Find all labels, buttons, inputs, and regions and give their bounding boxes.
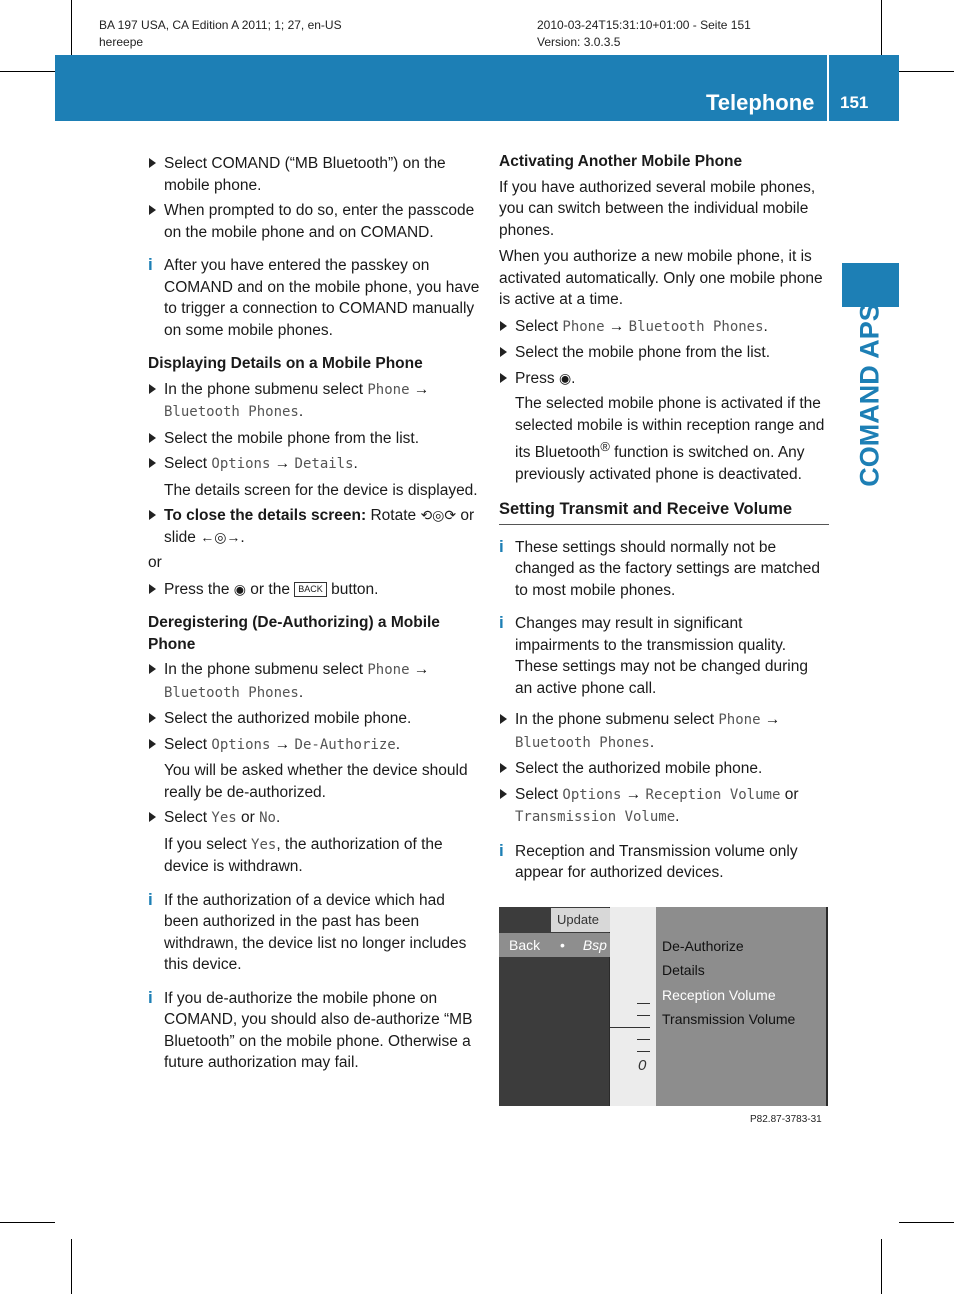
- arrow-glyph: →: [625, 785, 642, 803]
- step-item: [148, 153, 482, 196]
- registered-mark: ®: [600, 439, 610, 454]
- screen-bsp-label: Bsp: [582, 937, 607, 953]
- step-text: button.: [326, 580, 379, 598]
- step-text: Select the authorized mobile phone.: [515, 760, 763, 778]
- crop-mark: [0, 1222, 55, 1223]
- step-text: In the phone submenu select: [164, 380, 368, 398]
- arrow-glyph: →: [413, 380, 430, 398]
- menu-path: Bluetooth Phones: [515, 734, 650, 751]
- punct: .: [298, 683, 304, 701]
- info-icon: i: [499, 536, 504, 556]
- slide-controller-icon: ←◎→: [200, 528, 241, 545]
- menu-path: Yes: [211, 810, 237, 826]
- info-icon: i: [499, 840, 504, 860]
- paragraph: When you authorize a new mobile phone, it is activated automatically. Only one mobile phone is active at a time.: [499, 248, 823, 308]
- info-note: [499, 613, 829, 699]
- scale-tick: [637, 1015, 650, 1016]
- side-tab: [842, 263, 899, 307]
- info-note: [148, 988, 482, 1074]
- note-text: These settings should normally not be changed as the factory settings are matched to most mobile phones.: [515, 538, 821, 599]
- screen-volume-scale: [610, 907, 656, 1106]
- menu-path: De-Authorize: [294, 736, 396, 753]
- step-result: You will be asked whether the device should really be de-authorized.: [164, 762, 468, 801]
- step-item: [148, 379, 482, 424]
- step-text: In the phone submenu select: [164, 661, 368, 678]
- punct: .: [763, 317, 768, 335]
- menu-path: Bluetooth Phones: [164, 684, 299, 701]
- step-item: [499, 316, 829, 339]
- punct: .: [571, 369, 576, 387]
- step-item: [499, 368, 829, 390]
- step-item: [148, 734, 482, 757]
- rotate-controller-icon: ⟲◎⟳: [420, 507, 457, 523]
- step-text: Select: [515, 317, 563, 335]
- step-text: Select the mobile phone from the list.: [515, 344, 771, 361]
- print-meta-right: [537, 17, 751, 51]
- note-text: After you have entered the passkey on COMAND and on the mobile phone, you have to trigger a connection to COMAND manually on some mobile phones.: [164, 257, 480, 339]
- press-controller-icon: ◉: [233, 580, 246, 597]
- info-note: [499, 537, 829, 602]
- note-text: If you de-authorize the mobile phone on COMAND, you should also de-authorize “MB Bluetooth” on the mobile phone. Otherwise a future authorization may fail.: [164, 989, 473, 1071]
- step-text: function is switched on. Any previously activated phone is deactivated.: [515, 444, 805, 483]
- subheading: Displaying Details on a Mobile Phone: [148, 355, 423, 372]
- step-item: [148, 807, 482, 830]
- step-item: [148, 505, 482, 548]
- menu-item-details[interactable]: Details: [662, 962, 705, 978]
- crop-mark: [899, 1222, 954, 1223]
- step-text: Select: [515, 785, 563, 803]
- step-item: [499, 758, 829, 780]
- step-text: or the: [246, 580, 295, 598]
- menu-item-reception-volume[interactable]: Reception Volume: [662, 987, 776, 1003]
- note-text: Changes may result in significant impairments to the transmission quality. These settings may not be changed during an active phone call.: [515, 615, 808, 697]
- section-heading: Setting Transmit and Receive Volume: [499, 499, 829, 525]
- menu-path: Options: [562, 786, 622, 803]
- meta-line: BA 197 USA, CA Edition A 2011; 1; 27, en-US: [99, 18, 342, 32]
- meta-line: Version: 3.0.3.5: [537, 35, 621, 49]
- screen-back-label: Back: [509, 937, 541, 953]
- step-item: [148, 200, 482, 243]
- menu-item-transmission-volume[interactable]: Transmission Volume: [662, 1011, 796, 1027]
- step-item: [499, 784, 829, 829]
- header-divider: [827, 55, 829, 121]
- menu-path: Bluetooth Phones: [164, 404, 299, 420]
- or-text: or: [148, 554, 162, 571]
- crop-mark: [71, 0, 72, 55]
- step-text: If you select: [164, 835, 252, 853]
- arrow-glyph: →: [413, 661, 430, 678]
- info-icon: i: [499, 613, 504, 633]
- info-note: [148, 890, 482, 976]
- meta-line: 2010-03-24T15:31:10+01:00 - Seite 151: [537, 18, 751, 32]
- step-text: or slide: [164, 507, 475, 546]
- screen-update-label: Update: [551, 908, 617, 932]
- info-icon: i: [148, 987, 153, 1007]
- info-note: [148, 255, 482, 341]
- arrow-glyph: →: [764, 711, 781, 729]
- arrow-glyph: →: [608, 317, 625, 335]
- step-text: When prompted to do so, enter the passcode on the mobile phone and on COMAND.: [164, 202, 475, 241]
- back-button-icon: BACK: [294, 582, 327, 597]
- info-note: [499, 841, 829, 884]
- step-text: In the phone submenu select: [515, 711, 719, 729]
- step-text: Rotate: [366, 507, 421, 524]
- crop-mark: [881, 0, 882, 55]
- menu-path: Bluetooth Phones: [628, 318, 764, 335]
- step-text: Select the mobile phone from the list.: [164, 429, 420, 447]
- scale-tick: [637, 1039, 650, 1040]
- step-result: [148, 834, 482, 878]
- note-text: Reception and Transmission volume only appear for authorized devices.: [515, 842, 798, 882]
- step-result: [499, 393, 829, 485]
- menu-path: Options: [211, 456, 271, 472]
- figure-caption: P82.87-3783-31: [750, 1114, 822, 1125]
- info-icon: i: [148, 255, 153, 274]
- screen-back-bar: [499, 933, 621, 957]
- paragraph: If you have authorized several mobile phones, you can switch between the individual mobile phones.: [499, 178, 816, 239]
- menu-path: Yes: [251, 836, 277, 853]
- step-item: [148, 579, 482, 601]
- press-controller-icon: ◉: [558, 369, 572, 386]
- info-icon: i: [148, 889, 153, 909]
- page-section-title: Telephone: [706, 90, 815, 115]
- meta-line: hereepe: [99, 35, 144, 49]
- scale-tick: [637, 1003, 650, 1004]
- menu-path: Options: [211, 736, 271, 753]
- step-item: [148, 453, 482, 476]
- subheading: Deregistering (De-Authorizing) a Mobile Phone: [148, 614, 440, 653]
- step-result: The details screen for the device is displayed.: [164, 481, 478, 499]
- step-item: [499, 709, 829, 754]
- subheading: Activating Another Mobile Phone: [499, 153, 743, 170]
- punct: .: [395, 735, 400, 753]
- crop-mark: [71, 1239, 72, 1294]
- punct: .: [675, 808, 680, 826]
- step-text: Press: [515, 369, 559, 387]
- menu-path: Phone: [718, 712, 761, 729]
- step-text: Select: [164, 455, 212, 472]
- step-bold-text: To close the details screen:: [164, 507, 367, 524]
- menu-path: Details: [294, 456, 354, 472]
- scale-tick: [637, 1051, 650, 1052]
- right-column: [499, 151, 829, 894]
- menu-path: Transmission Volume: [515, 809, 676, 826]
- step-item: [148, 428, 482, 450]
- step-item: [499, 342, 829, 364]
- punct: .: [353, 455, 358, 472]
- step-text: Select: [164, 809, 212, 826]
- crop-mark: [899, 71, 954, 72]
- page-number: 151: [840, 93, 869, 112]
- crop-mark: [881, 1239, 882, 1294]
- menu-path: Phone: [367, 381, 410, 398]
- menu-path: Phone: [562, 318, 605, 335]
- screen-options-menu: [656, 907, 826, 1106]
- menu-path: No: [259, 810, 276, 826]
- step-text: Select the authorized mobile phone.: [164, 710, 412, 727]
- arrow-glyph: →: [274, 735, 291, 753]
- menu-path: Phone: [367, 662, 410, 678]
- scale-tick: [610, 1027, 650, 1028]
- punct: .: [649, 733, 655, 751]
- punct: .: [275, 809, 281, 826]
- step-item: [148, 659, 482, 704]
- punct: .: [298, 403, 304, 420]
- crop-mark: [0, 71, 55, 72]
- arrow-glyph: →: [274, 455, 291, 472]
- step-item: [148, 708, 482, 730]
- step-text: The selected mobile phone is activated if the selected mobile is within reception range and its Bluetooth: [515, 395, 825, 462]
- step-text: or: [780, 785, 799, 803]
- left-column: [148, 153, 482, 1084]
- menu-path: Reception Volume: [645, 786, 781, 803]
- step-text: or: [236, 809, 260, 826]
- step-text: Select COMAND (“MB Bluetooth”) on the mobile phone.: [164, 155, 446, 194]
- punct: .: [240, 528, 245, 546]
- print-meta-left: [99, 17, 342, 51]
- step-text: Press the: [164, 580, 234, 598]
- scale-zero-label: 0: [638, 1057, 647, 1074]
- menu-item-de-authorize[interactable]: De-Authorize: [662, 938, 744, 954]
- screen-bullet: •: [560, 937, 565, 953]
- note-text: If the authorization of a device which had been authorized in the past has been withdrawn, the device list no longer includes this device.: [164, 891, 467, 973]
- step-text: , the authorization of the device is withdrawn.: [164, 835, 443, 875]
- step-text: Select: [164, 735, 212, 753]
- chapter-label: COMAND APS: [854, 303, 885, 487]
- comand-screen-figure: [499, 907, 828, 1106]
